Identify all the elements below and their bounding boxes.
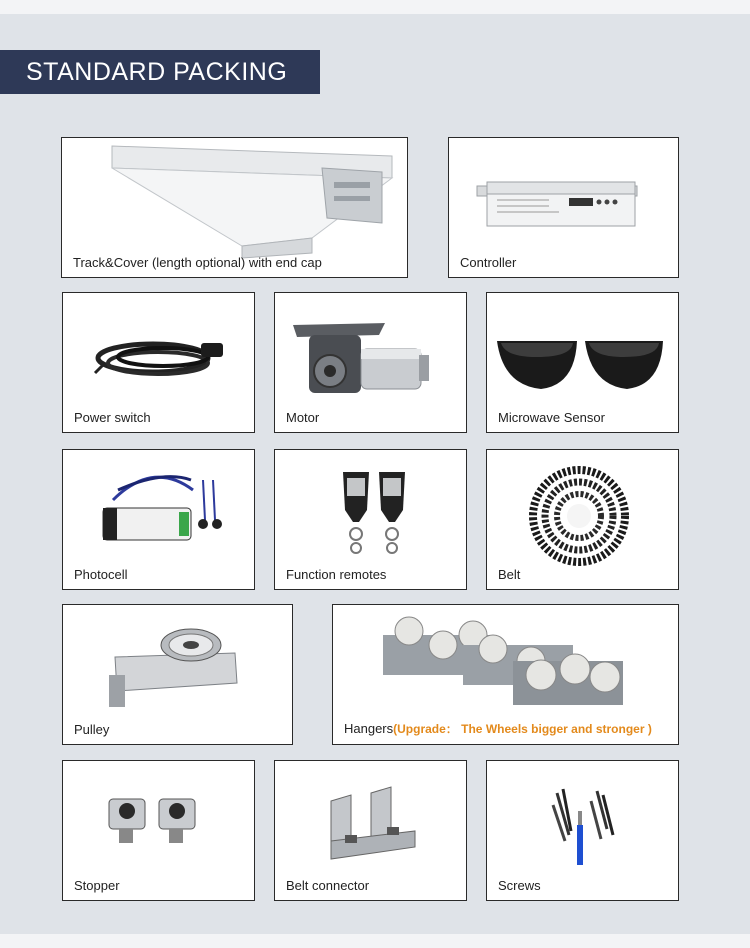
item-label: Motor: [286, 410, 320, 425]
item-microwave-sensor: [486, 292, 679, 433]
item-label: Microwave Sensor: [498, 410, 605, 425]
item-belt: [486, 449, 679, 590]
item-label: Pulley: [74, 722, 110, 737]
item-label: Track&Cover (length optional) with end cap: [73, 255, 322, 270]
item-power-switch: [62, 292, 255, 433]
item-label: Function remotes: [286, 567, 387, 582]
item-label: Controller: [460, 255, 517, 270]
item-label: Photocell: [74, 567, 128, 582]
hangers-label: Hangers: [344, 721, 394, 736]
item-controller: [448, 137, 679, 278]
item-screws: [486, 760, 679, 901]
item-stopper: [62, 760, 255, 901]
section-banner: [0, 50, 320, 94]
item-function-remotes: [274, 449, 467, 590]
upgrade-note: (Upgrade： The Wheels bigger and stronger ): [393, 722, 652, 736]
item-label: [344, 720, 652, 737]
item-label: Stopper: [74, 878, 120, 893]
item-belt-connector: [274, 760, 467, 901]
item-label: Power switch: [74, 410, 151, 425]
item-label: Belt connector: [286, 878, 370, 893]
item-pulley: [62, 604, 293, 745]
item-label: Screws: [498, 878, 541, 893]
item-label: Belt: [498, 567, 521, 582]
section-title: STANDARD PACKING: [26, 57, 288, 86]
item-track-cover: [61, 137, 408, 278]
item-hangers: [332, 604, 679, 745]
item-motor: [274, 292, 467, 433]
item-photocell: [62, 449, 255, 590]
